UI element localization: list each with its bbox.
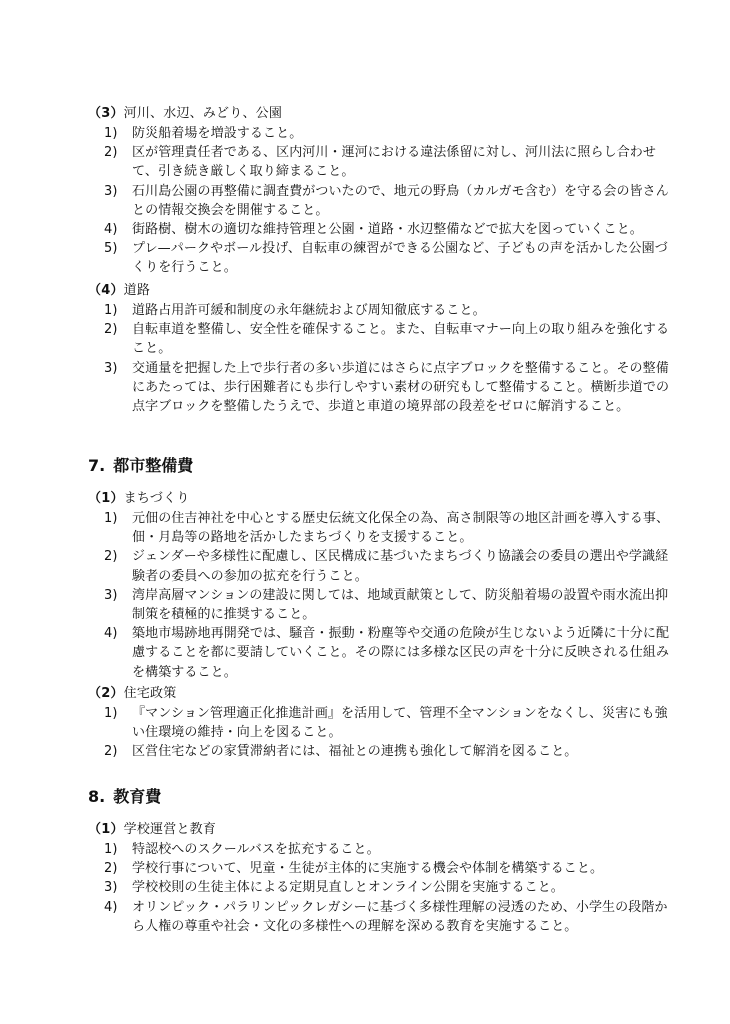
- list-item: 2) 学校行事について、児童・生徒が主体的に実施する機会や体制を構築すること。: [104, 861, 604, 877]
- list-item: 3) 交通量を把握した上で歩行者の多い歩道にはさらに点字ブロックを整備すること。その整備にあたっては、歩行困難者にも歩行しやすい素材の研究もして整備すること。横断歩道での点字ブロックを整備したうえで、歩道と車道の境界部の段差をゼロに解消すること。: [104, 360, 670, 415]
- section-heading-school-management: （1）学校運営と教育: [88, 822, 217, 837]
- chapter-heading-urban-development: 7. 都市整備費: [88, 456, 194, 475]
- list-item: 2) 区営住宅などの家賃滞納者には、福祉との連携も強化して解消を図ること。: [104, 744, 578, 760]
- section-heading-housing: （2）住宅政策: [88, 686, 177, 701]
- section-heading-town-planning: （1）まちづくり: [88, 491, 190, 506]
- list-item: 4) 築地市場跡地再開発では、騒音・振動・粉塵等や交通の危険が生じないよう近隣に十分に配慮することを都に要請していくこと。その際には多様な区民の声を十分に反映される仕組みを構築すること。: [104, 626, 670, 680]
- list-item: 2) ジェンダーや多様性に配慮し、区民構成に基づいたまちづくり協議会の委員の選出や学識経験者の委員への参加の拡充を行うこと。: [104, 549, 669, 584]
- list-item: 3) 学校校則の生徒主体による定期見直しとオンライン公開を実施すること。: [104, 880, 564, 896]
- item-list-town-planning: [104, 509, 674, 682]
- item-list-roads: [104, 301, 674, 416]
- list-item: 4) 街路樹、樹木の適切な維持管理と公園・道路・水辺整備などで拡大を図っていくこと。: [104, 222, 643, 238]
- list-item: 1) 特認校へのスクールバスを拡充すること。: [104, 842, 380, 857]
- list-item: 1) 防災船着場を増設すること。: [104, 126, 303, 141]
- list-item: 4) オリンピック・パラリンピックレガシーに基づく多様性理解の浸透のため、小学生の段階から人権の尊重や社会・文化の多様性への理解を深める教育を実施すること。: [104, 899, 668, 934]
- list-item: 5) プレ—パークやボール投げ、自転車の練習ができる公園など、子どもの声を活かした公園づくりを行うこと。: [104, 241, 668, 276]
- list-item: 3) 湾岸高層マンションの建設に関しては、地域貢献策として、防災船着場の設置や雨水流出抑制策を積極的に推奨すること。: [104, 587, 669, 623]
- list-item: 1) 道路占用許可緩和制度の永年継続および周知徹底すること。: [104, 303, 486, 318]
- item-list-housing: [104, 704, 674, 762]
- item-list-rivers-parks: [104, 124, 674, 278]
- list-item: 3) 石川島公園の再整備に調査費がついたので、地元の野鳥（カルガモ含む）を守る会の皆さんとの情報交換会を開催すること。: [104, 183, 669, 218]
- list-item: 1) 元佃の住吉神社を中心とする歴史伝統文化保全の為、高さ制限等の地区計画を導入する事、佃・月島等の路地を活かしたまちづくりを支援すること。: [104, 511, 670, 546]
- list-item: 1) 『マンション管理適正化推進計画』を活用して、管理不全マンションをなくし、災害にも強い住環境の維持・向上を図ること。: [104, 706, 668, 741]
- item-list-school-management: [104, 840, 674, 936]
- list-item: 2) 自転車道を整備し、安全性を確保すること。また、自転車マナー向上の取り組みを強化すること。: [104, 322, 670, 357]
- chapter-heading-education: 8. 教育費: [88, 787, 162, 806]
- list-item: 2) 区が管理責任者である、区内河川・運河における違法係留に対し、河川法に照らし合わせて、引き続き厳しく取り締まること。: [104, 145, 657, 180]
- section-heading-roads: （4）道路: [88, 283, 151, 298]
- section-heading-rivers-parks: （3）河川、水辺、みどり、公園: [88, 106, 283, 121]
